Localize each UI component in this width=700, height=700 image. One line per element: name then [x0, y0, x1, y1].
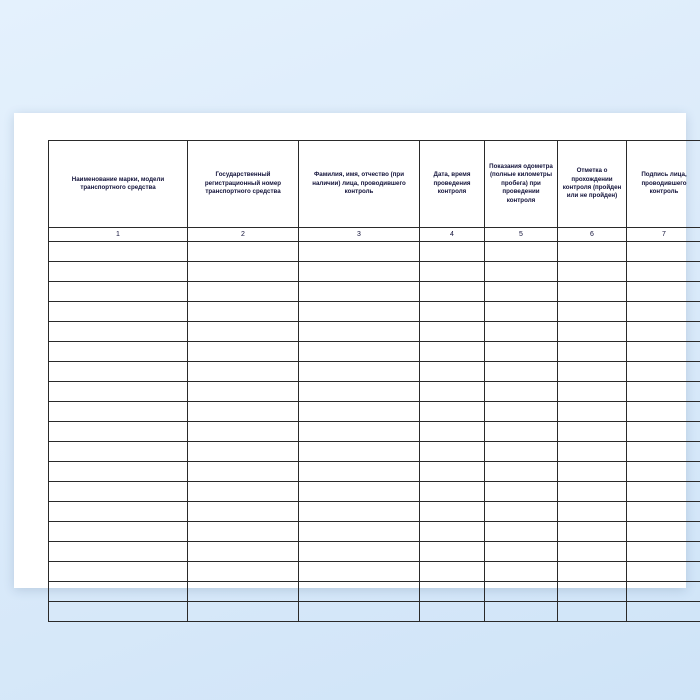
table-cell[interactable]: [485, 342, 558, 362]
table-cell[interactable]: [188, 422, 299, 442]
table-cell[interactable]: [49, 442, 188, 462]
table-cell[interactable]: [299, 542, 420, 562]
table-row: [49, 582, 700, 602]
table-cell[interactable]: [627, 422, 700, 442]
table-cell[interactable]: [485, 302, 558, 322]
table-cell[interactable]: [299, 462, 420, 482]
table-cell[interactable]: [299, 602, 420, 622]
column-number-7: 7: [627, 228, 700, 242]
table-cell[interactable]: [188, 262, 299, 282]
table-row: [49, 422, 700, 442]
table-cell[interactable]: [558, 242, 627, 262]
column-header-control-datetime: Дата, время проведения контроля: [420, 141, 485, 228]
table-cell[interactable]: [627, 502, 700, 522]
column-header-vehicle-make-model: Наименование марки, модели транспортного средства: [49, 141, 188, 228]
column-header-odometer-reading: Показания одометра (полные километры пробега) при проведении контроля: [485, 141, 558, 228]
table-cell[interactable]: [627, 562, 700, 582]
table-cell[interactable]: [627, 442, 700, 462]
table-cell[interactable]: [627, 282, 700, 302]
table-cell[interactable]: [188, 502, 299, 522]
table-row: [49, 242, 700, 262]
table-cell[interactable]: [420, 382, 485, 402]
table-cell[interactable]: [420, 582, 485, 602]
column-number-5: 5: [485, 228, 558, 242]
table-cell[interactable]: [188, 542, 299, 562]
table-cell[interactable]: [49, 322, 188, 342]
table-cell[interactable]: [420, 442, 485, 462]
table-cell[interactable]: [558, 342, 627, 362]
table-cell[interactable]: [627, 302, 700, 322]
table-cell[interactable]: [485, 502, 558, 522]
table-cell[interactable]: [485, 382, 558, 402]
table-cell[interactable]: [420, 602, 485, 622]
table-cell[interactable]: [299, 442, 420, 462]
table-cell[interactable]: [299, 242, 420, 262]
table-cell[interactable]: [485, 562, 558, 582]
table-cell[interactable]: [420, 522, 485, 542]
table-cell[interactable]: [558, 262, 627, 282]
table-cell[interactable]: [49, 342, 188, 362]
table-container: [48, 140, 687, 622]
document-page: [14, 113, 686, 588]
table-cell[interactable]: [188, 302, 299, 322]
vehicle-control-register-table: [48, 140, 700, 622]
table-cell[interactable]: [299, 482, 420, 502]
table-cell[interactable]: [188, 342, 299, 362]
table-row: [49, 302, 700, 322]
table-row: [49, 542, 700, 562]
table-cell[interactable]: [49, 582, 188, 602]
table-cell[interactable]: [420, 342, 485, 362]
table-cell[interactable]: [299, 342, 420, 362]
table-cell[interactable]: [558, 502, 627, 522]
table-cell[interactable]: [420, 302, 485, 322]
table-cell[interactable]: [188, 282, 299, 302]
table-cell[interactable]: [558, 382, 627, 402]
table-cell[interactable]: [188, 462, 299, 482]
table-row: [49, 262, 700, 282]
table-cell[interactable]: [627, 482, 700, 502]
table-cell[interactable]: [420, 262, 485, 282]
table-cell[interactable]: [485, 362, 558, 382]
table-cell[interactable]: [299, 282, 420, 302]
table-cell[interactable]: [188, 602, 299, 622]
table-column-numbers-row: [49, 228, 700, 242]
table-cell[interactable]: [299, 382, 420, 402]
table-cell[interactable]: [299, 362, 420, 382]
table-cell[interactable]: [188, 242, 299, 262]
table-cell[interactable]: [299, 322, 420, 342]
table-cell[interactable]: [485, 522, 558, 542]
table-cell[interactable]: [420, 462, 485, 482]
table-body: [49, 242, 700, 622]
table-cell[interactable]: [420, 242, 485, 262]
table-cell[interactable]: [299, 582, 420, 602]
table-cell[interactable]: [485, 462, 558, 482]
table-cell[interactable]: [299, 402, 420, 422]
column-number-6: 6: [558, 228, 627, 242]
table-row: [49, 522, 700, 542]
table-cell[interactable]: [188, 382, 299, 402]
table-cell[interactable]: [188, 362, 299, 382]
table-cell[interactable]: [627, 582, 700, 602]
column-header-inspector-signature: Подпись лица, проводившего контроль: [627, 141, 700, 228]
table-cell[interactable]: [49, 462, 188, 482]
table-row: [49, 482, 700, 502]
table-cell[interactable]: [627, 402, 700, 422]
table-cell[interactable]: [49, 282, 188, 302]
table-cell[interactable]: [188, 322, 299, 342]
table-cell[interactable]: [627, 242, 700, 262]
table-cell[interactable]: [420, 542, 485, 562]
table-cell[interactable]: [299, 562, 420, 582]
table-cell[interactable]: [558, 542, 627, 562]
table-cell[interactable]: [299, 302, 420, 322]
table-cell[interactable]: [485, 602, 558, 622]
column-header-control-result: Отметка о прохождении контроля (пройден или не пройден): [558, 141, 627, 228]
table-cell[interactable]: [49, 262, 188, 282]
table-row: [49, 282, 700, 302]
table-cell[interactable]: [485, 262, 558, 282]
table-cell[interactable]: [49, 522, 188, 542]
table-cell[interactable]: [627, 522, 700, 542]
column-number-2: 2: [188, 228, 299, 242]
table-row: [49, 442, 700, 462]
table-row: [49, 402, 700, 422]
table-cell[interactable]: [627, 322, 700, 342]
table-cell[interactable]: [485, 442, 558, 462]
table-cell[interactable]: [299, 262, 420, 282]
table-cell[interactable]: [49, 242, 188, 262]
table-cell[interactable]: [558, 402, 627, 422]
table-cell[interactable]: [49, 422, 188, 442]
table-cell[interactable]: [299, 522, 420, 542]
table-cell[interactable]: [420, 422, 485, 442]
column-header-registration-number: Государственный регистрационный номер транспортного средства: [188, 141, 299, 228]
table-cell[interactable]: [188, 522, 299, 542]
table-cell[interactable]: [49, 562, 188, 582]
table-cell[interactable]: [188, 482, 299, 502]
table-row: [49, 602, 700, 622]
table-cell[interactable]: [188, 582, 299, 602]
table-cell[interactable]: [627, 602, 700, 622]
table-cell[interactable]: [558, 422, 627, 442]
table-cell[interactable]: [420, 282, 485, 302]
table-cell[interactable]: [485, 322, 558, 342]
table-row: [49, 562, 700, 582]
table-cell[interactable]: [49, 502, 188, 522]
table-cell[interactable]: [558, 462, 627, 482]
table-cell[interactable]: [420, 402, 485, 422]
table-cell[interactable]: [627, 262, 700, 282]
table-row: [49, 382, 700, 402]
table-cell[interactable]: [485, 242, 558, 262]
table-cell[interactable]: [558, 522, 627, 542]
table-cell[interactable]: [558, 302, 627, 322]
column-number-1: 1: [49, 228, 188, 242]
table-cell[interactable]: [485, 422, 558, 442]
table-cell[interactable]: [558, 582, 627, 602]
table-cell[interactable]: [49, 402, 188, 422]
table-header: [49, 141, 700, 242]
table-cell[interactable]: [299, 422, 420, 442]
table-cell[interactable]: [558, 602, 627, 622]
table-cell[interactable]: [420, 482, 485, 502]
table-cell[interactable]: [558, 282, 627, 302]
column-number-3: 3: [299, 228, 420, 242]
table-cell[interactable]: [188, 442, 299, 462]
table-cell[interactable]: [49, 362, 188, 382]
table-row: [49, 322, 700, 342]
table-cell[interactable]: [188, 402, 299, 422]
table-cell[interactable]: [558, 442, 627, 462]
table-cell[interactable]: [558, 322, 627, 342]
table-cell[interactable]: [49, 602, 188, 622]
table-row: [49, 462, 700, 482]
table-row: [49, 362, 700, 382]
table-cell[interactable]: [558, 362, 627, 382]
table-cell[interactable]: [627, 462, 700, 482]
table-cell[interactable]: [558, 562, 627, 582]
table-cell[interactable]: [299, 502, 420, 522]
table-cell[interactable]: [420, 322, 485, 342]
table-cell[interactable]: [558, 482, 627, 502]
table-header-row: [49, 141, 700, 228]
table-cell[interactable]: [485, 402, 558, 422]
table-cell[interactable]: [49, 302, 188, 322]
table-row: [49, 502, 700, 522]
column-header-inspector-name: Фамилия, имя, отчество (при наличии) лица, проводившего контроль: [299, 141, 420, 228]
table-cell[interactable]: [627, 542, 700, 562]
table-row: [49, 342, 700, 362]
table-cell[interactable]: [485, 542, 558, 562]
table-cell[interactable]: [420, 502, 485, 522]
table-cell[interactable]: [485, 282, 558, 302]
table-cell[interactable]: [627, 362, 700, 382]
table-cell[interactable]: [49, 542, 188, 562]
table-cell[interactable]: [420, 562, 485, 582]
table-cell[interactable]: [485, 582, 558, 602]
table-cell[interactable]: [627, 342, 700, 362]
table-cell[interactable]: [49, 382, 188, 402]
column-number-4: 4: [420, 228, 485, 242]
table-cell[interactable]: [627, 382, 700, 402]
table-cell[interactable]: [420, 362, 485, 382]
table-cell[interactable]: [49, 482, 188, 502]
table-cell[interactable]: [485, 482, 558, 502]
table-cell[interactable]: [188, 562, 299, 582]
